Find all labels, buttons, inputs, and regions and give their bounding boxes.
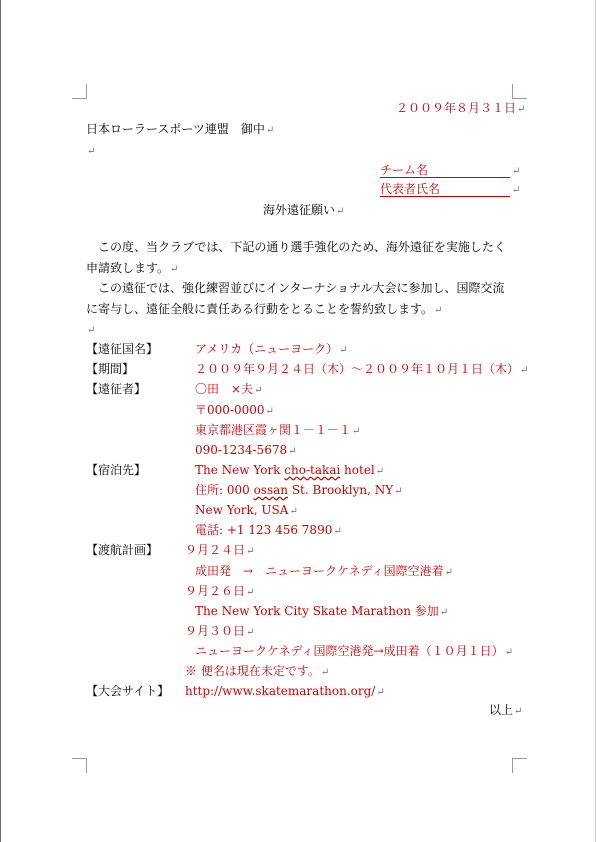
paragraph-mark-icon: ↵ [394, 486, 403, 497]
site-url-link[interactable]: http://www.skatemarathon.org/↵ [185, 684, 385, 698]
traveler-label: 【遠征者】 [86, 382, 147, 396]
spellcheck-word: ossan [253, 483, 289, 497]
paragraph-mark-icon: ↵ [439, 607, 449, 618]
country-value[interactable]: アメリカ（ニューヨーク）↵ [195, 342, 348, 356]
team-name-line[interactable] [380, 163, 520, 179]
margin-corner-bottom-right [512, 758, 527, 773]
traveler-address[interactable]: 東京都港区霞ヶ関１－１－１↵ [195, 423, 361, 437]
flight-date-1[interactable]: ９月２４日↵ [185, 543, 255, 557]
closing-text[interactable]: 以上↵ [489, 703, 523, 717]
paragraph-mark-icon: ↵ [375, 466, 385, 477]
paragraph-mark-icon: ↵ [444, 567, 454, 578]
paragraph-mark-icon: ↵ [336, 206, 345, 217]
paragraph-mark-icon: ↵ [254, 385, 263, 396]
blank-line[interactable] [86, 143, 95, 159]
paragraph-mark-icon: ↵ [512, 185, 521, 196]
traveler-phone[interactable]: 090-1234-5678↵ [195, 443, 297, 457]
paragraph-mark-icon: ↵ [434, 304, 443, 316]
flight-detail-3[interactable]: ニューヨークケネディ国際空港発→成田着（１０月１日）↵ [195, 644, 514, 658]
paragraph-mark-icon: ↵ [514, 706, 523, 717]
flight-detail-2[interactable]: The New York City Skate Marathon 参加↵ [195, 604, 449, 618]
paragraph-mark-icon: ↵ [246, 546, 255, 557]
blank-line[interactable] [86, 322, 95, 338]
paragraph-mark-icon: ↵ [520, 365, 529, 376]
traveler-name[interactable]: 〇田 ×夫↵ [195, 382, 263, 396]
paragraph-mark-icon: ↵ [87, 325, 96, 336]
lodging-city[interactable]: New York, USA↵ [195, 503, 298, 517]
paragraph-mark-icon: ↵ [517, 104, 526, 115]
paragraph-mark-icon: ↵ [339, 345, 348, 356]
margin-corner-top-right [512, 84, 527, 99]
flight-date-3[interactable]: ９月３０日↵ [185, 624, 255, 638]
date: ２００９年８月３１日 [396, 101, 517, 115]
period-label: 【期間】 [86, 362, 135, 376]
addressee-line[interactable] [86, 122, 274, 138]
paragraph-mark-icon: ↵ [87, 146, 96, 157]
representative-line[interactable] [380, 182, 520, 198]
lodging-hotel[interactable]: The New York cho-takai hotel↵ [195, 463, 385, 477]
site-label: 【大会サイト】 [86, 684, 170, 698]
team-name-label: チーム名 [380, 164, 510, 178]
lodging-phone[interactable]: 電話: +1 123 456 7890↵ [195, 523, 342, 537]
paragraph-mark-icon: ↵ [170, 263, 179, 275]
paragraph-mark-icon: ↵ [376, 687, 385, 698]
paragraph-mark-icon: ↵ [333, 526, 342, 537]
country-label: 【遠征国名】 [86, 342, 159, 356]
lodging-address[interactable]: 住所: 000 ossan St. Brooklyn, NY↵ [195, 483, 403, 497]
paragraph-mark-icon: ↵ [265, 406, 274, 417]
flight-note[interactable]: ※ 便名は現在未定です。↵ [185, 664, 330, 678]
margin-corner-bottom-left [72, 758, 87, 773]
body-paragraph-2[interactable]: この遠征では、強化練習並びにインターナショナル大会に参加し、国際交流に寄与し、遠征全般に責任ある行動をとることを誓約致します。↵ [86, 281, 505, 316]
period-value[interactable]: ２００９年９月２４日（木）～２００９年１０月１日（木）↵ [195, 362, 529, 376]
flight-label: 【渡航計画】 [86, 543, 159, 557]
paragraph-mark-icon: ↵ [246, 587, 255, 598]
paragraph-mark-icon: ↵ [504, 647, 514, 658]
lodging-label: 【宿泊先】 [86, 463, 147, 477]
paragraph-mark-icon: ↵ [512, 166, 521, 177]
paragraph-mark-icon: ↵ [246, 627, 255, 638]
document-title[interactable]: 海外遠征願い↵ [263, 203, 345, 217]
representative-label: 代表者氏名 [380, 183, 510, 197]
paragraph-mark-icon: ↵ [265, 125, 275, 136]
spellcheck-word: cho-takai [284, 463, 341, 477]
paragraph-mark-icon: ↵ [352, 426, 361, 437]
margin-corner-top-left [72, 84, 87, 99]
paragraph-mark-icon: ↵ [288, 446, 297, 457]
addressee: 日本ローラースポーツ連盟 御中 [86, 122, 265, 136]
page-left-border [0, 0, 1, 842]
traveler-postal[interactable]: 〒000-0000↵ [195, 403, 274, 417]
flight-detail-1[interactable]: 成田発 → ニューヨークケネディ国際空港着↵ [195, 564, 454, 578]
date-line[interactable] [396, 101, 525, 117]
body-paragraph-1[interactable]: この度、当クラブでは、下記の通り選手強化のため、海外遠征を実施したく申請致します。↵ [86, 240, 506, 275]
flight-date-2[interactable]: ９月２６日↵ [185, 584, 255, 598]
paragraph-mark-icon: ↵ [320, 667, 330, 678]
paragraph-mark-icon: ↵ [289, 506, 298, 517]
